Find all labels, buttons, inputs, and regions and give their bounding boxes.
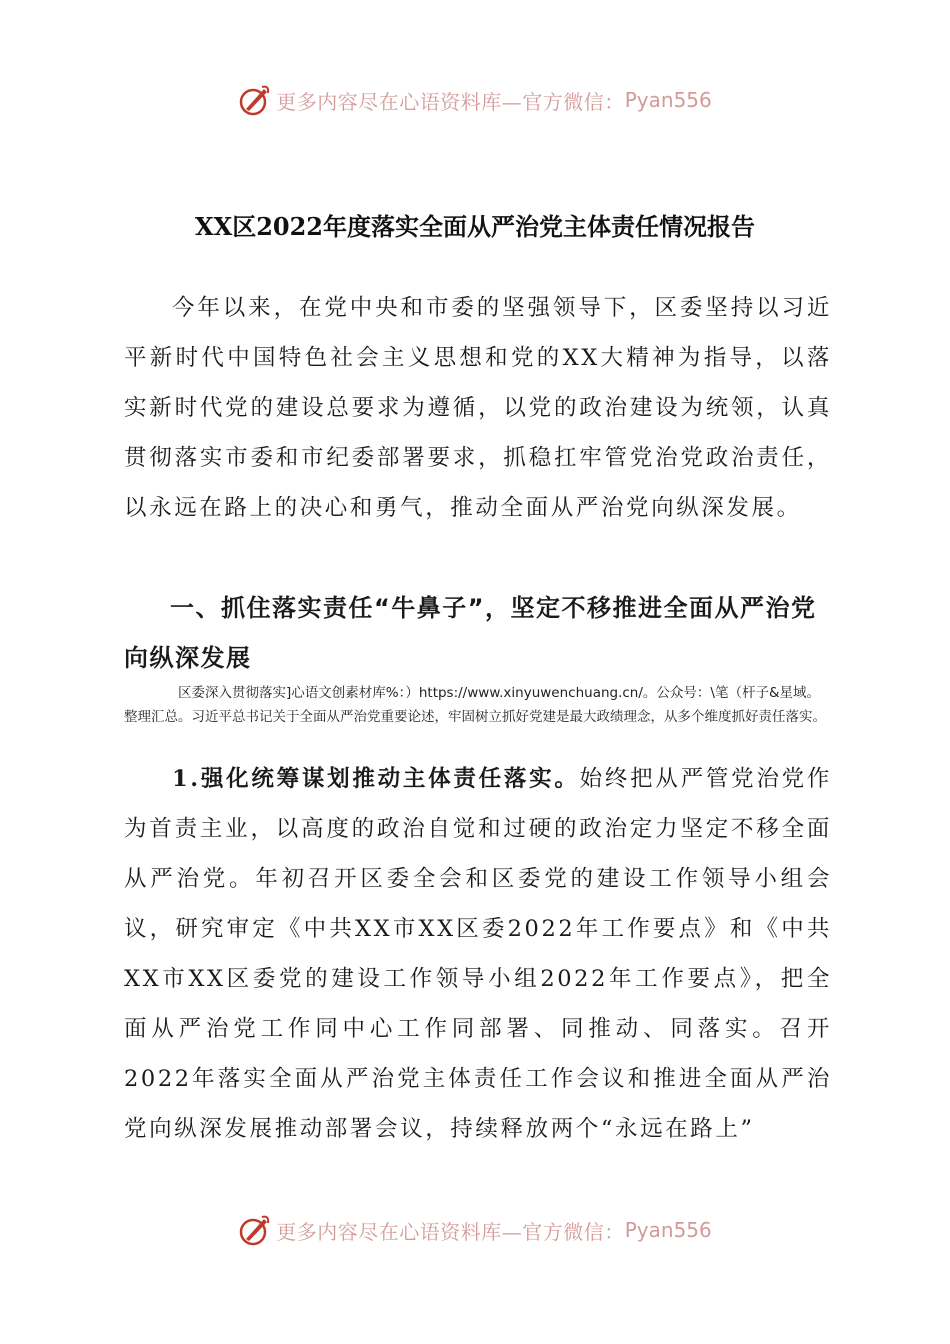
- watermark-wechat-id: Pyan556: [624, 88, 712, 112]
- quill-logo-icon: [238, 1213, 272, 1247]
- item-body: 始终把从严管党治党作为首责主业，以高度的政治自觉和过硬的政治定力坚定不移全面从严治党。年初召开区委全会和区委党的建设工作领导小组会议，研究审定《中共XX市XX区委2022年工作要点》和《中共XX市XX区委党的建设工作领导小组2022年工作要点》，把全面从严治党工作同中心工作同部署、同推动、同落实。召开2022年落实全面从严治党主体责任工作会议和推进全面从严治党向纵深发展推动部署会议，持续释放两个“永远在路上”: [124, 766, 832, 1142]
- document-title: XX区2022年度落实全面从严治党主体责任情况报告: [194, 212, 756, 241]
- watermark-text: 更多内容尽在心语资料库—官方微信：: [276, 89, 625, 114]
- quill-logo-icon: [238, 83, 272, 117]
- section-heading: 一、抓住落实责任“牛鼻子”，坚定不移推进全面从严治党向纵深发展: [124, 594, 817, 672]
- item-lead: 1.强化统筹谋划推动主体责任落实。: [172, 766, 580, 792]
- item-paragraph: [124, 754, 832, 1154]
- intro-paragraph: 今年以来，在党中央和市委的坚强领导下，区委坚持以习近平新时代中国特色社会主义思想和党的XX大精神为指导，以落实新时代党的建设总要求为遵循，以党的政治建设为统领，认真贯彻落实市委和市纪委部署要求，抓稳扛牢管党治党政治责任，以永远在路上的决心和勇气，推动全面从严治党向纵深发展。: [124, 295, 832, 521]
- watermark-footer: [0, 1210, 950, 1250]
- watermark-wechat-id: Pyan556: [624, 1218, 712, 1242]
- watermark-header: [0, 80, 950, 120]
- section-note: 区委深入贯彻落实]心语文创素材库%：）https://www.xinyuwenchuang.cn/。公众号：\笔（杆子&星域。整理汇总。习近平总书记关于全面从严治党重要论述，牢固树立抓好党建是最大政绩理念，从多个维度抓好责任落实。: [124, 685, 826, 725]
- watermark-text: 更多内容尽在心语资料库—官方微信：: [276, 1219, 625, 1244]
